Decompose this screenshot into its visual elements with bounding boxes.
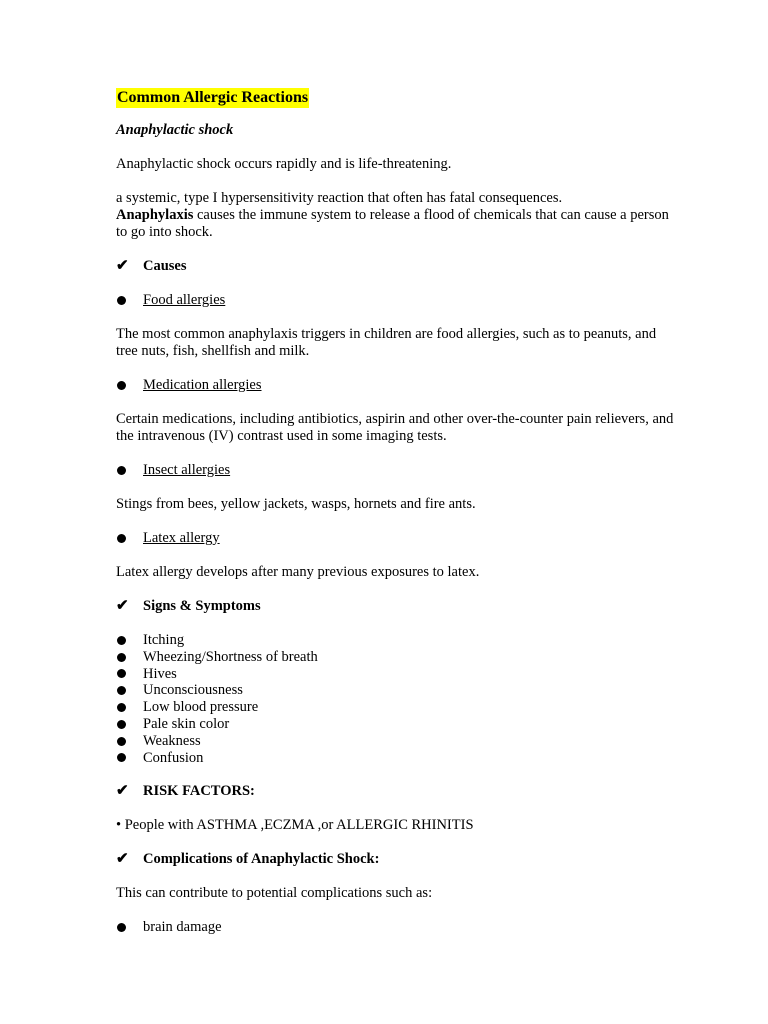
title-wrap bbox=[116, 88, 676, 110]
cause-label: Medication allergies bbox=[143, 377, 262, 393]
checkmark-icon: ✔ bbox=[116, 258, 129, 274]
symptom-label: Low blood pressure bbox=[143, 699, 259, 716]
bullet-icon bbox=[116, 753, 143, 762]
cause-item bbox=[116, 292, 676, 309]
cause-description: Certain medications, including antibiotics, aspirin and other over-the-counter pain relievers, and the intravenous (IV) contrast used in some imaging tests. bbox=[116, 411, 674, 444]
cause-description: Latex allergy develops after many previous exposures to latex. bbox=[116, 564, 480, 580]
causes-heading-row bbox=[116, 258, 676, 275]
complications-intro: This can contribute to potential complications such as: bbox=[116, 885, 433, 902]
cause-label: Food allergies bbox=[143, 292, 226, 308]
causes-heading: Causes bbox=[143, 258, 187, 274]
bullet-icon bbox=[116, 381, 143, 390]
cause-description: The most common anaphylaxis triggers in children are food allergies, such as to peanuts, and tree nuts, fish, shellfish and milk. bbox=[116, 326, 657, 359]
bullet-icon bbox=[116, 653, 143, 662]
symptom-item bbox=[116, 699, 676, 716]
bullet-icon bbox=[116, 466, 143, 475]
checkmark-icon: ✔ bbox=[116, 783, 129, 800]
bullet-icon bbox=[116, 737, 143, 746]
risk-heading: RISK FACTORS: bbox=[143, 783, 255, 800]
complication-label: brain damage bbox=[143, 919, 222, 936]
complications-heading-row bbox=[116, 851, 676, 868]
symptom-label: Itching bbox=[143, 632, 185, 648]
cause-item bbox=[116, 462, 676, 479]
bullet-icon bbox=[116, 703, 143, 712]
symptom-item bbox=[116, 632, 676, 649]
checkmark-icon: ✔ bbox=[116, 598, 129, 614]
symptom-item bbox=[116, 682, 676, 699]
cause-item bbox=[116, 377, 676, 394]
definition-line: a systemic, type I hypersensitivity reaction that often has fatal consequences. bbox=[116, 190, 563, 206]
document-content bbox=[116, 88, 676, 953]
definition-paragraph bbox=[116, 190, 676, 241]
bullet-icon bbox=[116, 534, 143, 543]
symptoms-heading: Signs & Symptoms bbox=[143, 598, 261, 614]
bullet-icon bbox=[116, 686, 143, 695]
definition-rest: causes the immune system to release a flood of chemicals that can cause a person to go into shock. bbox=[116, 207, 669, 240]
symptom-label: Pale skin color bbox=[143, 715, 230, 732]
symptom-label: Wheezing/Shortness of breath bbox=[143, 648, 318, 665]
complication-item bbox=[116, 919, 676, 936]
symptom-label: Hives bbox=[143, 665, 177, 682]
bullet-icon bbox=[116, 669, 143, 678]
document-title: Common Allergic Reactions bbox=[117, 89, 309, 106]
section-subtitle: Anaphylactic shock bbox=[116, 122, 234, 138]
symptom-item bbox=[116, 750, 676, 767]
intro-paragraph: Anaphylactic shock occurs rapidly and is life-threatening. bbox=[116, 156, 452, 172]
symptom-label: Weakness bbox=[143, 732, 201, 749]
symptom-item bbox=[116, 649, 676, 666]
risk-item: • People with ASTHMA ,ECZMA ,or ALLERGIC RHINITIS bbox=[116, 817, 474, 834]
symptom-item bbox=[116, 666, 676, 683]
bullet-icon bbox=[116, 636, 143, 645]
checkmark-icon: ✔ bbox=[116, 851, 129, 868]
symptom-item bbox=[116, 733, 676, 750]
bullet-icon bbox=[116, 720, 143, 729]
cause-description: Stings from bees, yellow jackets, wasps, hornets and fire ants. bbox=[116, 496, 476, 512]
risk-heading-row bbox=[116, 783, 676, 800]
symptoms-heading-row bbox=[116, 598, 676, 615]
bullet-icon bbox=[116, 296, 143, 305]
definition-term: Anaphylaxis bbox=[116, 207, 194, 223]
bullet-icon bbox=[116, 923, 143, 932]
symptom-label: Unconsciousness bbox=[143, 682, 243, 699]
symptom-item bbox=[116, 716, 676, 733]
complications-heading: Complications of Anaphylactic Shock: bbox=[143, 851, 380, 868]
symptom-label: Confusion bbox=[143, 749, 204, 766]
symptoms-list bbox=[116, 632, 676, 766]
cause-item bbox=[116, 530, 676, 547]
cause-label: Insect allergies bbox=[143, 462, 231, 478]
cause-label: Latex allergy bbox=[143, 530, 220, 546]
